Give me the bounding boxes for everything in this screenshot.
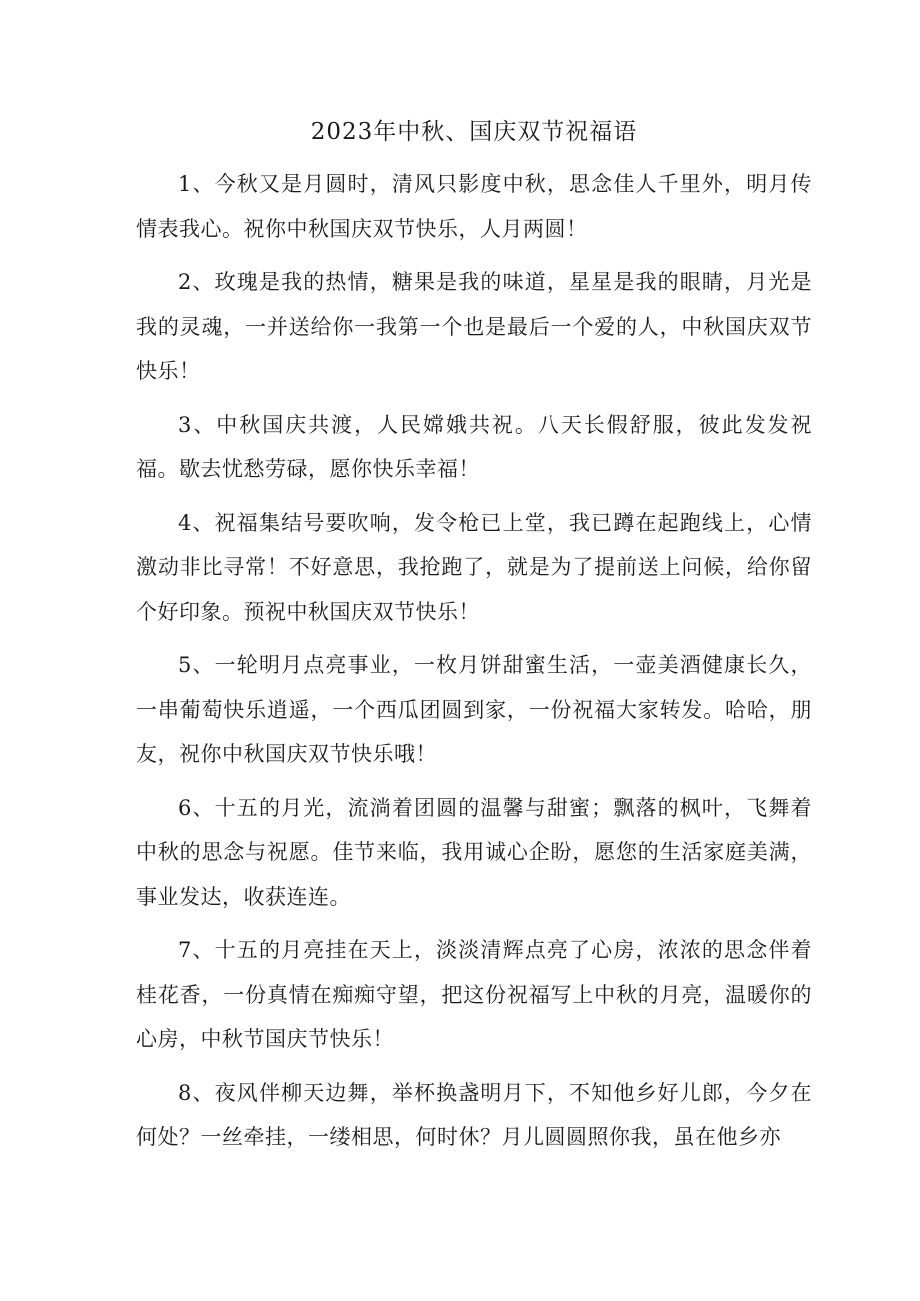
paragraph-5: 5、一轮明月点亮事业，一枚月饼甜蜜生活，一壶美酒健康长久，一串葡萄快乐逍遥，一个西瓜团圆到家，一份祝福大家转发。哈哈，朋友，祝你中秋国庆双节快乐哦！ <box>136 653 812 766</box>
paragraph-6: 6、十五的月光，流淌着团圆的温馨与甜蜜；飘落的枫叶，飞舞着中秋的思念与祝愿。佳节来临，我用诚心企盼，愿您的生活家庭美满，事业发达，收获连连。 <box>136 795 812 909</box>
paragraph-7: 7、十五的月亮挂在天上，淡淡清辉点亮了心房，浓浓的思念伴着桂花香，一份真情在痴痴守望，把这份祝福写上中秋的月亮，温暖你的心房，中秋节国庆节快乐！ <box>136 938 812 1051</box>
paragraph-4: 4、祝福集结号要吹响，发令枪已上堂，我已蹲在起跑线上，心情激动非比寻常！不好意思，我抢跑了，就是为了提前送上问候，给你留个好印象。预祝中秋国庆双节快乐！ <box>136 510 812 624</box>
paragraph-2: 2、玫瑰是我的热情，糖果是我的味道，星星是我的眼睛，月光是我的灵魂，一并送给你一我第一个也是最后一个爱的人，中秋国庆双节快乐！ <box>136 270 812 383</box>
paragraph-8: 8、夜风伴柳天边舞，举杯换盏明月下，不知他乡好儿郎，今夕在何处？一丝牵挂，一缕相思，何时休？月儿圆圆照你我，虽在他乡亦 <box>136 1080 812 1149</box>
paragraph-1: 1、今秋又是月圆时，清风只影度中秋，思念佳人千里外，明月传情表我心。祝你中秋国庆双节快乐，人月两圆！ <box>136 172 812 241</box>
document-title: 2023年中秋、国庆双节祝福语 <box>310 119 638 145</box>
paragraph-3: 3、中秋国庆共渡，人民嫦娥共祝。八天长假舒服，彼此发发祝福。歇去忧愁劳碌，愿你快乐幸福！ <box>136 412 812 481</box>
